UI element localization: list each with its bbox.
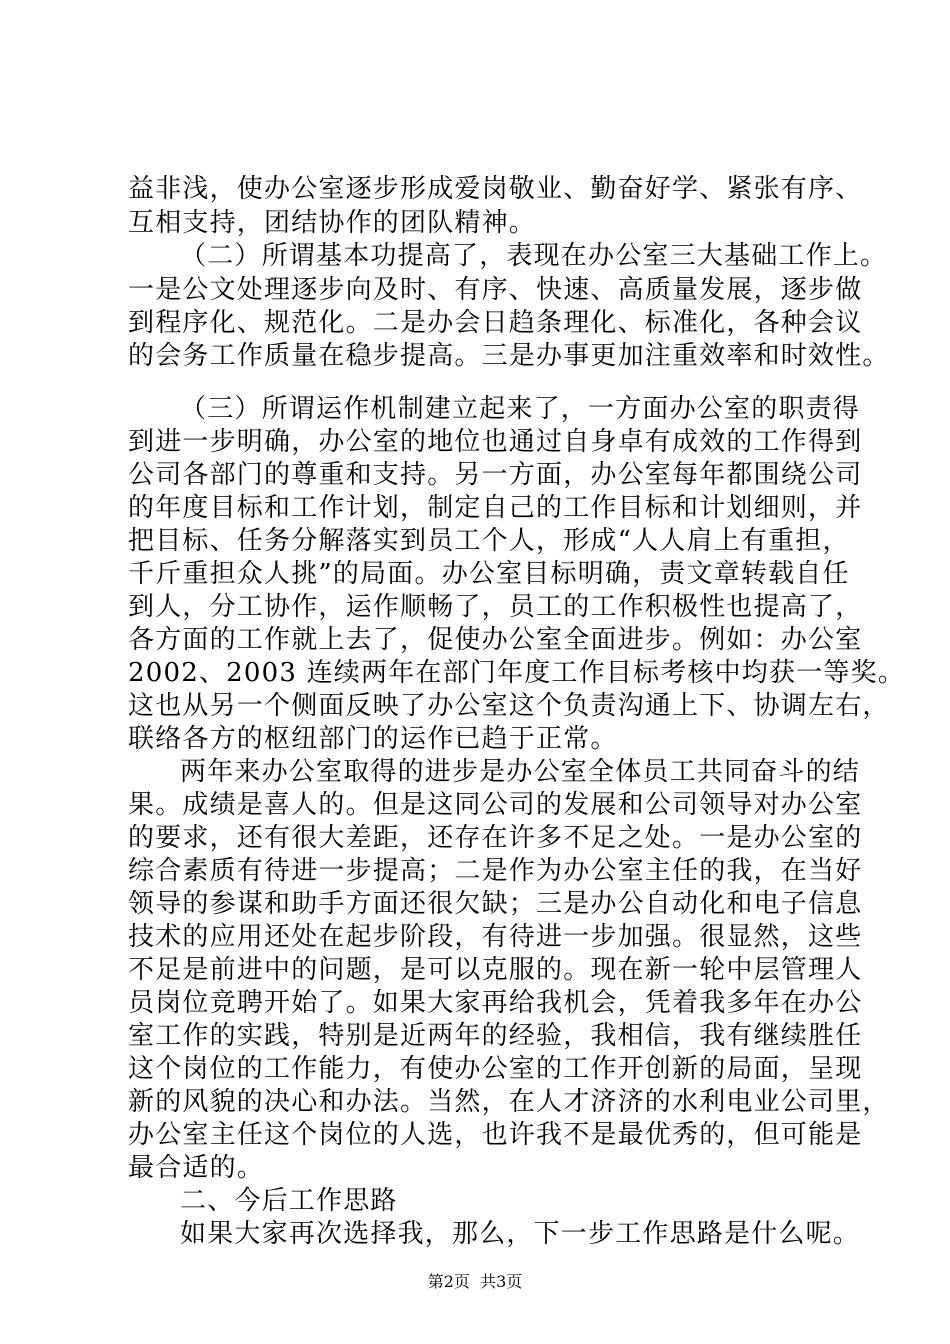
- text-line: 综合素质有待进一步提高；二是作为办公室主任的我，在当好: [128, 856, 863, 886]
- text-line: 到程序化、规范化。二是办会日趋条理化、标准化，各种会议: [128, 308, 863, 338]
- text-line: 员岗位竞聘开始了。如果大家再给我机会，凭着我多年在办公: [128, 988, 863, 1018]
- text-line: 一是公文处理逐步向及时、有序、快速、高质量发展，逐步做: [128, 275, 863, 305]
- text-line: 最合适的。: [128, 1153, 265, 1183]
- text-line: 这个岗位的工作能力，有使办公室的工作开创新的局面，呈现: [128, 1054, 863, 1084]
- section-heading: 二、今后工作思路: [180, 1186, 398, 1216]
- paragraph-start-line: （三）所谓运作机制建立起来了，一方面办公室的职责得: [180, 394, 861, 424]
- text-line: 技术的应用还处在起步阶段，有待进一步加强。很显然，这些: [128, 922, 863, 952]
- text-line: 果。成绩是喜人的。但是这同公司的发展和公司领导对办公室: [128, 790, 863, 820]
- text-line: 的要求，还有很大差距，还存在许多不足之处。一是办公室的: [128, 823, 863, 853]
- text-line: 领导的参谋和助手方面还很欠缺；三是办公自动化和电子信息: [128, 889, 863, 919]
- paragraph-start-line: 如果大家再次选择我，那么，下一步工作思路是什么呢。: [180, 1219, 861, 1249]
- page-number-footer: 第2页 共3页: [427, 1272, 523, 1291]
- text-line: 互相支持，团结协作的团队精神。: [128, 208, 537, 238]
- text-line: 把目标、任务分解落实到员工个人，形成“人人肩上有重担，: [128, 526, 850, 556]
- text-line: 办公室主任这个岗位的人选，也许我不是最优秀的，但可能是: [128, 1120, 863, 1150]
- text-line: 的会务工作质量在稳步提高。三是办事更加注重效率和时效性。: [128, 341, 890, 371]
- text-line: 这也从另一个侧面反映了办公室这个负责沟通上下、协调左右，: [128, 691, 890, 721]
- text-line: 的年度目标和工作计划，制定自己的工作目标和计划细则，并: [128, 493, 863, 523]
- paragraph-start-line: （二）所谓基本功提高了，表现在办公室三大基础工作上。: [180, 241, 888, 271]
- text-line: 2002、2003 连续两年在部门年度工作目标考核中均获一等奖。: [128, 658, 906, 688]
- text-line: 各方面的工作就上去了，促使办公室全面进步。例如：办公室: [128, 625, 863, 655]
- paragraph-start-line: 两年来办公室取得的进步是办公室全体员工共同奋斗的结: [180, 757, 861, 787]
- text-line: 不足是前进中的问题，是可以克服的。现在新一轮中层管理人: [128, 955, 863, 985]
- text-line: 到进一步明确，办公室的地位也通过自身卓有成效的工作得到: [128, 427, 863, 457]
- text-line: 新的风貌的决心和办法。当然，在人才济济的水利电业公司里，: [128, 1087, 890, 1117]
- text-line: 到人，分工协作，运作顺畅了，员工的工作积极性也提高了，: [128, 592, 863, 622]
- text-line: 联络各方的枢纽部门的运作已趋于正常。: [128, 724, 618, 754]
- text-line: 室工作的实践，特别是近两年的经验，我相信，我有继续胜任: [128, 1021, 863, 1051]
- text-line: 公司各部门的尊重和支持。另一方面，办公室每年都围绕公司: [128, 460, 863, 490]
- text-line: 益非浅，使办公室逐步形成爱岗敬业、勤奋好学、紧张有序、: [128, 174, 863, 204]
- text-line: 千斤重担众人挑”的局面。办公室目标明确，责文章转载自任: [128, 559, 850, 589]
